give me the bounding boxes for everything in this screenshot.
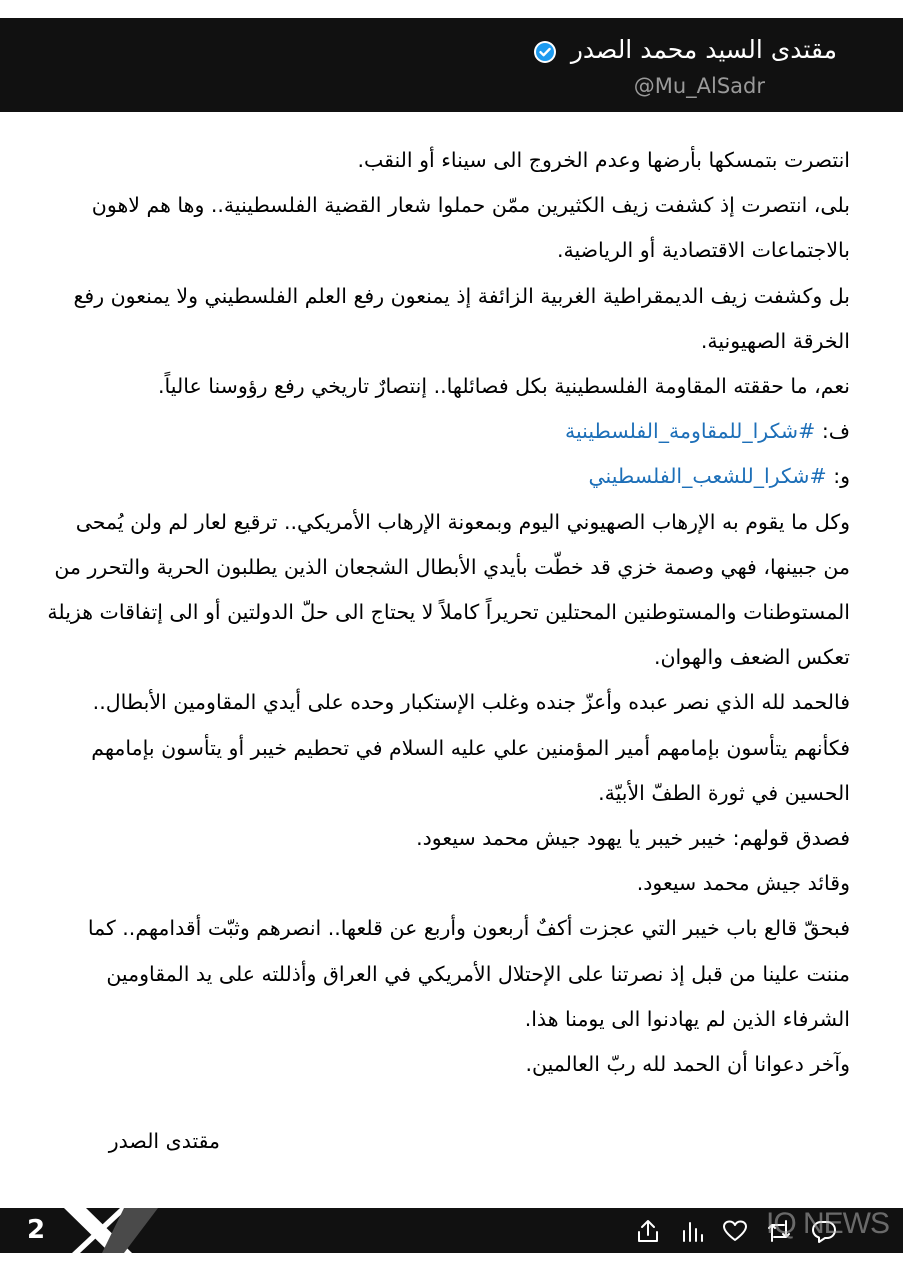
page-number: 2 [27,1215,46,1245]
post-paragraph: فصدق قولهم: خيبر خيبر يا يهود جيش محمد سيعود. [416,826,850,851]
post-paragraph: وقائد جيش محمد سيعود. [636,871,850,896]
like-icon[interactable] [721,1217,749,1245]
watermark: IQ NEWS [765,1207,889,1240]
post-text [46,138,850,1087]
hashtag-line [46,409,850,454]
post-signature: مقتدى الصدر [108,1129,220,1153]
verified-badge-icon [533,40,557,64]
post-paragraph: بلى، انتصرت إذ كشفت زيف الكثيرين ممّن حملوا شعار القضية الفلسطينية.. وها هم لاهون بالاجتماعات الاقتصادية أو الرياضية. [91,193,850,263]
post-paragraph: فالحمد لله الذي نصر عبده وأعزّ جنده وغلب الإستكبار وحده على أيدي المقاومين الأبطال.. فكأنهم يتأسون بإمامهم أمير المؤمنين علي عليه السلام في تحطيم خيبر أو يتأسون بإمامهم الحسين في ثورة الطفّ الأبيّة. [91,690,850,805]
profile-name[interactable]: مقتدى السيد محمد الصدر [570,35,837,64]
hashtag-prefix: ف: [821,419,850,444]
post-paragraph: وآخر دعوانا أن الحمد لله ربّ العالمين. [525,1052,850,1077]
hashtag-link[interactable]: #شكرا_للشعب_الفلسطيني [588,464,827,489]
hashtag-line [46,454,850,499]
views-icon[interactable] [678,1217,706,1245]
post-paragraph: نعم، ما حققته المقاومة الفلسطينية بكل فصائلها.. إنتصارٌ تاريخي رفع رؤوسنا عالياً. [158,374,850,399]
post-paragraph: بل وكشفت زيف الديمقراطية الغربية الزائفة إذ يمنعون رفع العلم الفلسطيني ولا يمنعون رفع الخرقة الصهيونية. [73,283,850,353]
post-header [0,18,903,112]
post-paragraph: فبحقّ قالع باب خيبر التي عجزت أكفٌ أربعون وأربع عن قلعها.. انصرهم وثبّت أقدامهم.. كما مننت علينا من قبل إذ نصرتنا على الإحتلال الأمريكي في العراق وأذللته على يد المقاومين الشرفاء الذين لم يهادنوا الى يومنا هذا. [87,916,850,1031]
share-icon[interactable] [634,1217,662,1245]
x-logo-icon [62,1208,160,1253]
post-paragraph: انتصرت بتمسكها بأرضها وعدم الخروج الى سيناء أو النقب. [357,148,850,172]
profile-handle[interactable]: @Mu_AlSadr [633,74,765,98]
post-paragraph: وكل ما يقوم به الإرهاب الصهيوني اليوم وبمعونة الإرهاب الأمريكي.. ترقيع لعار لم ولن يُمحى من جبينها، فهي وصمة خزي قد خطّت بأيدي الأبطال الشجعان الذين يطلبون الحرية والتحرر من المستوطنات والمستوطنين المحتلين تحريراً كاملاً لا يحتاج الى حلّ الدولتين أو الى إتفاقات هزيلة تعكس الضعف والهوان. [47,509,850,670]
hashtag-prefix: و: [833,464,850,489]
hashtag-link[interactable]: #شكرا_للمقاومة_الفلسطينية [564,419,816,444]
